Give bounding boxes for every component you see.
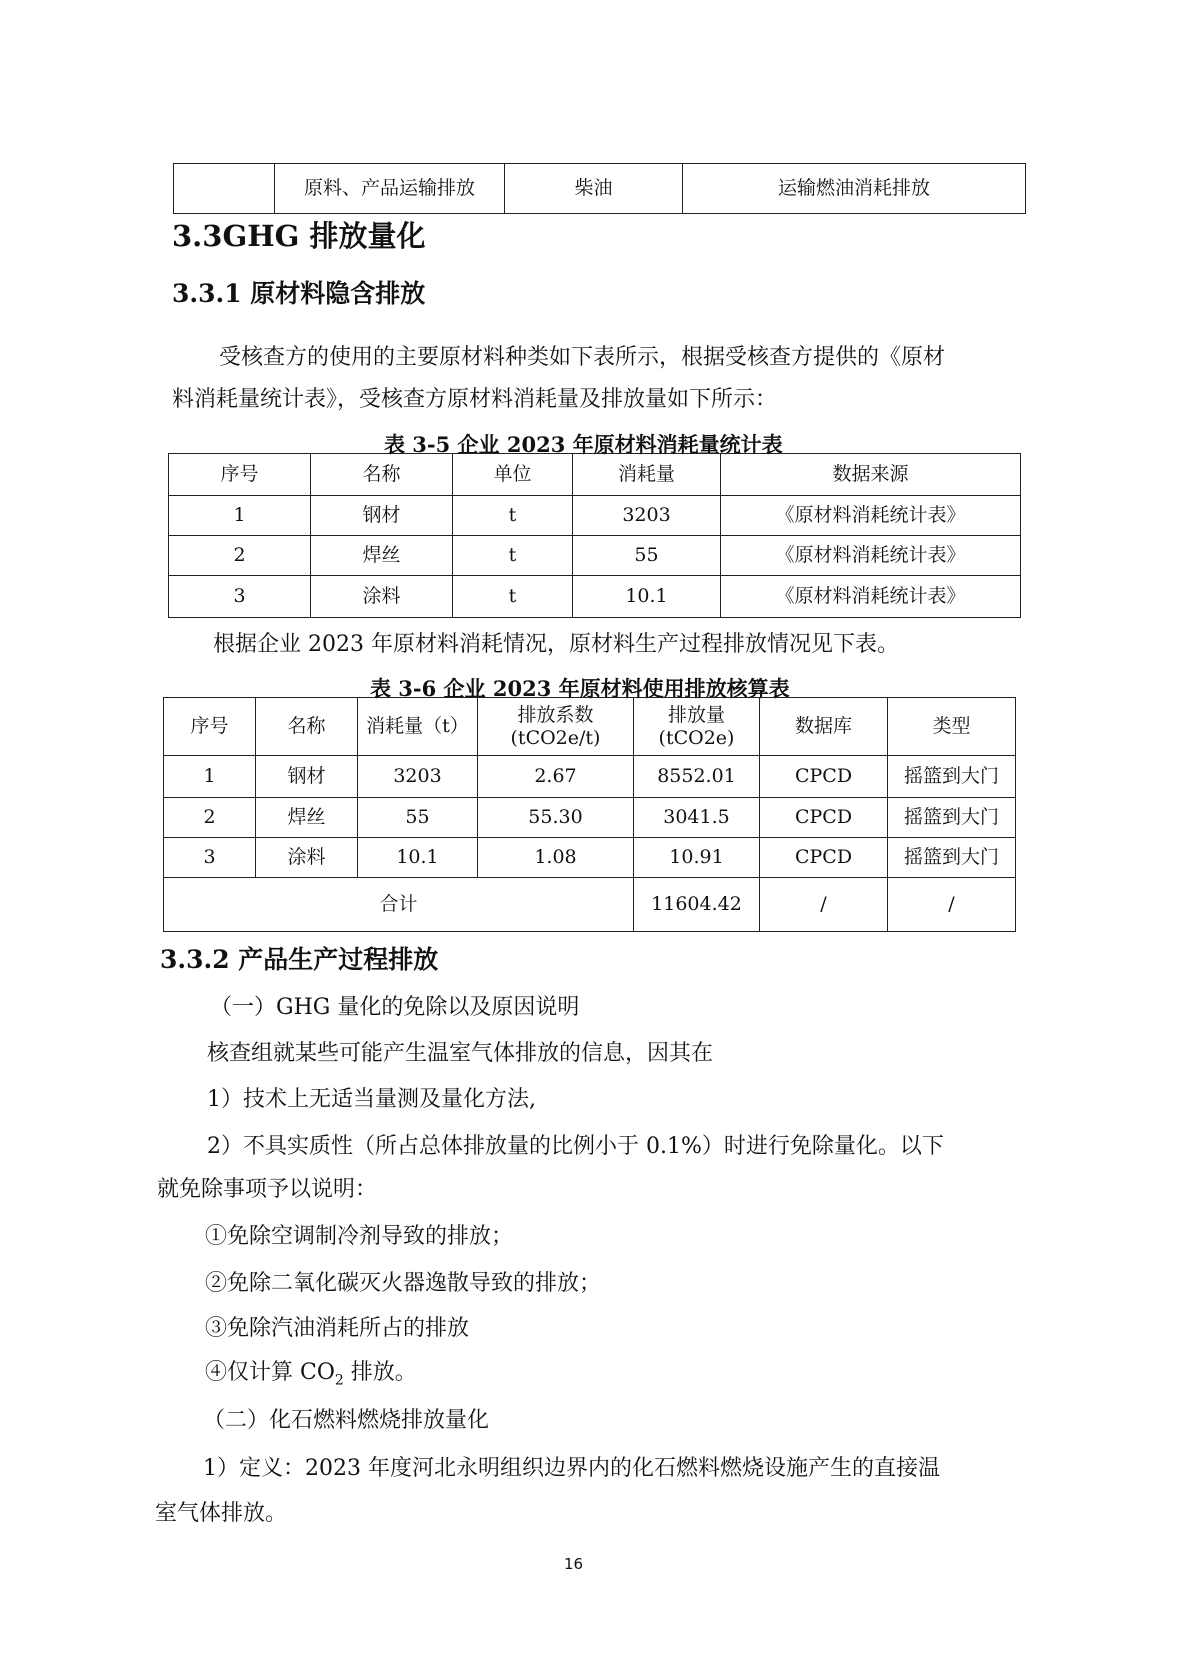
section-3-3-2-p3-line1: 2）不具实质性（所占总体排放量的比例小于 0.1%）时进行免除量化。以下 — [207, 1134, 944, 1159]
table-3-5-cell: 《原材料消耗统计表》 — [721, 576, 1021, 618]
table-row — [169, 576, 1021, 618]
table-3-6 — [163, 697, 1016, 932]
section-3-3-2-p4-line1: 1）定义：2023 年度河北永明组织边界内的化石燃料燃烧设施产生的直接温 — [203, 1456, 940, 1481]
table-3-5-header-consumption: 消耗量 — [573, 454, 721, 496]
section-3-3-2-title: 3.3.2 产品生产过程排放 — [160, 945, 439, 974]
section-3-3-2-sub2: （二）化石燃料燃烧排放量化 — [203, 1408, 490, 1433]
top-table-cell-source: 原料、产品运输排放 — [275, 164, 505, 214]
table-3-5-caption: 表 3-5 企业 2023 年原材料消耗量统计表 — [384, 432, 783, 457]
table-3-6-cell: 摇篮到大门 — [888, 756, 1016, 798]
section-3-3-title: 3.3GHG 排放量化 — [172, 219, 426, 253]
table-3-6-header-consumption: 消耗量（t） — [358, 698, 478, 756]
section-3-3-2-p2: 1）技术上无适当量测及量化方法, — [207, 1087, 536, 1112]
table-3-6-cell: 10.91 — [634, 838, 760, 878]
table-3-6-cell: 3041.5 — [634, 798, 760, 838]
table-3-6-header-index: 序号 — [164, 698, 256, 756]
exemption-item-4-pre: ④仅计算 CO — [205, 1360, 335, 1385]
table-3-5-cell: 涂料 — [311, 576, 453, 618]
table-3-6-cell: CPCD — [760, 756, 888, 798]
table-3-5-header-source: 数据来源 — [721, 454, 1021, 496]
section-3-3-2-p1: 核查组就某些可能产生温室气体排放的信息，因其在 — [207, 1041, 714, 1066]
top-table-cell-empty — [174, 164, 275, 214]
table-3-6-cell: 摇篮到大门 — [888, 798, 1016, 838]
section-3-3-1-para-line1: 受核查方的使用的主要原材料种类如下表所示，根据受核查方提供的《原材 — [219, 345, 946, 370]
table-3-5-cell: 《原材料消耗统计表》 — [721, 496, 1021, 536]
table-3-6-cell: 2.67 — [478, 756, 634, 798]
exemption-item-1: ①免除空调制冷剂导致的排放； — [205, 1224, 514, 1249]
table-3-5 — [168, 453, 1021, 618]
table-3-5-cell: t — [453, 576, 573, 618]
section-3-3-2-p3-line2: 就免除事项予以说明： — [157, 1177, 378, 1202]
table-3-5-cell: t — [453, 536, 573, 576]
table-3-6-cell: 钢材 — [256, 756, 358, 798]
table-3-5-cell: 2 — [169, 536, 311, 576]
table-3-5-cell: t — [453, 496, 573, 536]
co2-subscript: 2 — [334, 1372, 344, 1389]
section-3-3-1-title: 3.3.1 原材料隐含排放 — [172, 279, 426, 308]
between-tables-text: 根据企业 2023 年原材料消耗情况，原材料生产过程排放情况见下表。 — [213, 632, 899, 657]
table-3-6-cell: 2 — [164, 798, 256, 838]
section-3-3-2-sub1: （一）GHG 量化的免除以及原因说明 — [210, 995, 580, 1020]
table-3-6-total-value: 11604.42 — [634, 878, 760, 932]
table-3-6-cell: 涂料 — [256, 838, 358, 878]
table-row — [169, 536, 1021, 576]
table-3-6-cell: 1 — [164, 756, 256, 798]
table-3-6-total-label: 合计 — [164, 878, 634, 932]
table-3-5-cell: 55 — [573, 536, 721, 576]
table-3-6-header-type: 类型 — [888, 698, 1016, 756]
top-table — [173, 163, 1026, 214]
section-3-3-2-p4-line2: 室气体排放。 — [155, 1501, 288, 1526]
page-number: 16 — [564, 1555, 584, 1573]
table-row — [164, 838, 1016, 878]
table-3-6-total-type: / — [888, 878, 1016, 932]
exemption-item-4 — [205, 1355, 417, 1388]
table-3-6-total-db: / — [760, 878, 888, 932]
table-3-5-header-unit: 单位 — [453, 454, 573, 496]
table-3-6-cell: CPCD — [760, 838, 888, 878]
table-row — [164, 798, 1016, 838]
exemption-item-2: ②免除二氧化碳灭火器逸散导致的排放； — [205, 1271, 602, 1296]
top-table-cell-fuel: 柴油 — [505, 164, 683, 214]
section-3-3-1-para-line2: 料消耗量统计表》，受核查方原材料消耗量及排放量如下所示： — [172, 387, 778, 412]
table-3-6-header-database: 数据库 — [760, 698, 888, 756]
exemption-item-3: ③免除汽油消耗所占的排放 — [205, 1316, 470, 1341]
table-total-row — [164, 878, 1016, 932]
table-3-6-header-emission: 排放量 (tCO2e) — [634, 698, 760, 756]
table-3-6-cell: 3 — [164, 838, 256, 878]
table-3-5-cell: 《原材料消耗统计表》 — [721, 536, 1021, 576]
table-3-5-cell: 3203 — [573, 496, 721, 536]
top-table-cell-desc: 运输燃油消耗排放 — [683, 164, 1026, 214]
table-3-5-cell: 1 — [169, 496, 311, 536]
table-row — [169, 496, 1021, 536]
table-3-5-cell: 钢材 — [311, 496, 453, 536]
table-3-6-cell: 55 — [358, 798, 478, 838]
table-3-6-caption: 表 3-6 企业 2023 年原材料使用排放核算表 — [370, 676, 790, 701]
table-3-6-header-name: 名称 — [256, 698, 358, 756]
table-3-6-cell: 10.1 — [358, 838, 478, 878]
exemption-item-4-post: 排放。 — [343, 1360, 417, 1385]
table-3-6-cell: 8552.01 — [634, 756, 760, 798]
table-3-5-header-index: 序号 — [169, 454, 311, 496]
table-3-6-cell: 摇篮到大门 — [888, 838, 1016, 878]
table-row — [164, 756, 1016, 798]
table-3-5-header-name: 名称 — [311, 454, 453, 496]
table-3-6-cell: 3203 — [358, 756, 478, 798]
table-3-6-header-factor: 排放系数 (tCO2e/t) — [478, 698, 634, 756]
table-3-5-cell: 10.1 — [573, 576, 721, 618]
table-3-5-cell: 3 — [169, 576, 311, 618]
table-3-5-cell: 焊丝 — [311, 536, 453, 576]
table-3-6-cell: 55.30 — [478, 798, 634, 838]
table-3-6-cell: 焊丝 — [256, 798, 358, 838]
table-3-6-cell: 1.08 — [478, 838, 634, 878]
table-3-6-cell: CPCD — [760, 798, 888, 838]
